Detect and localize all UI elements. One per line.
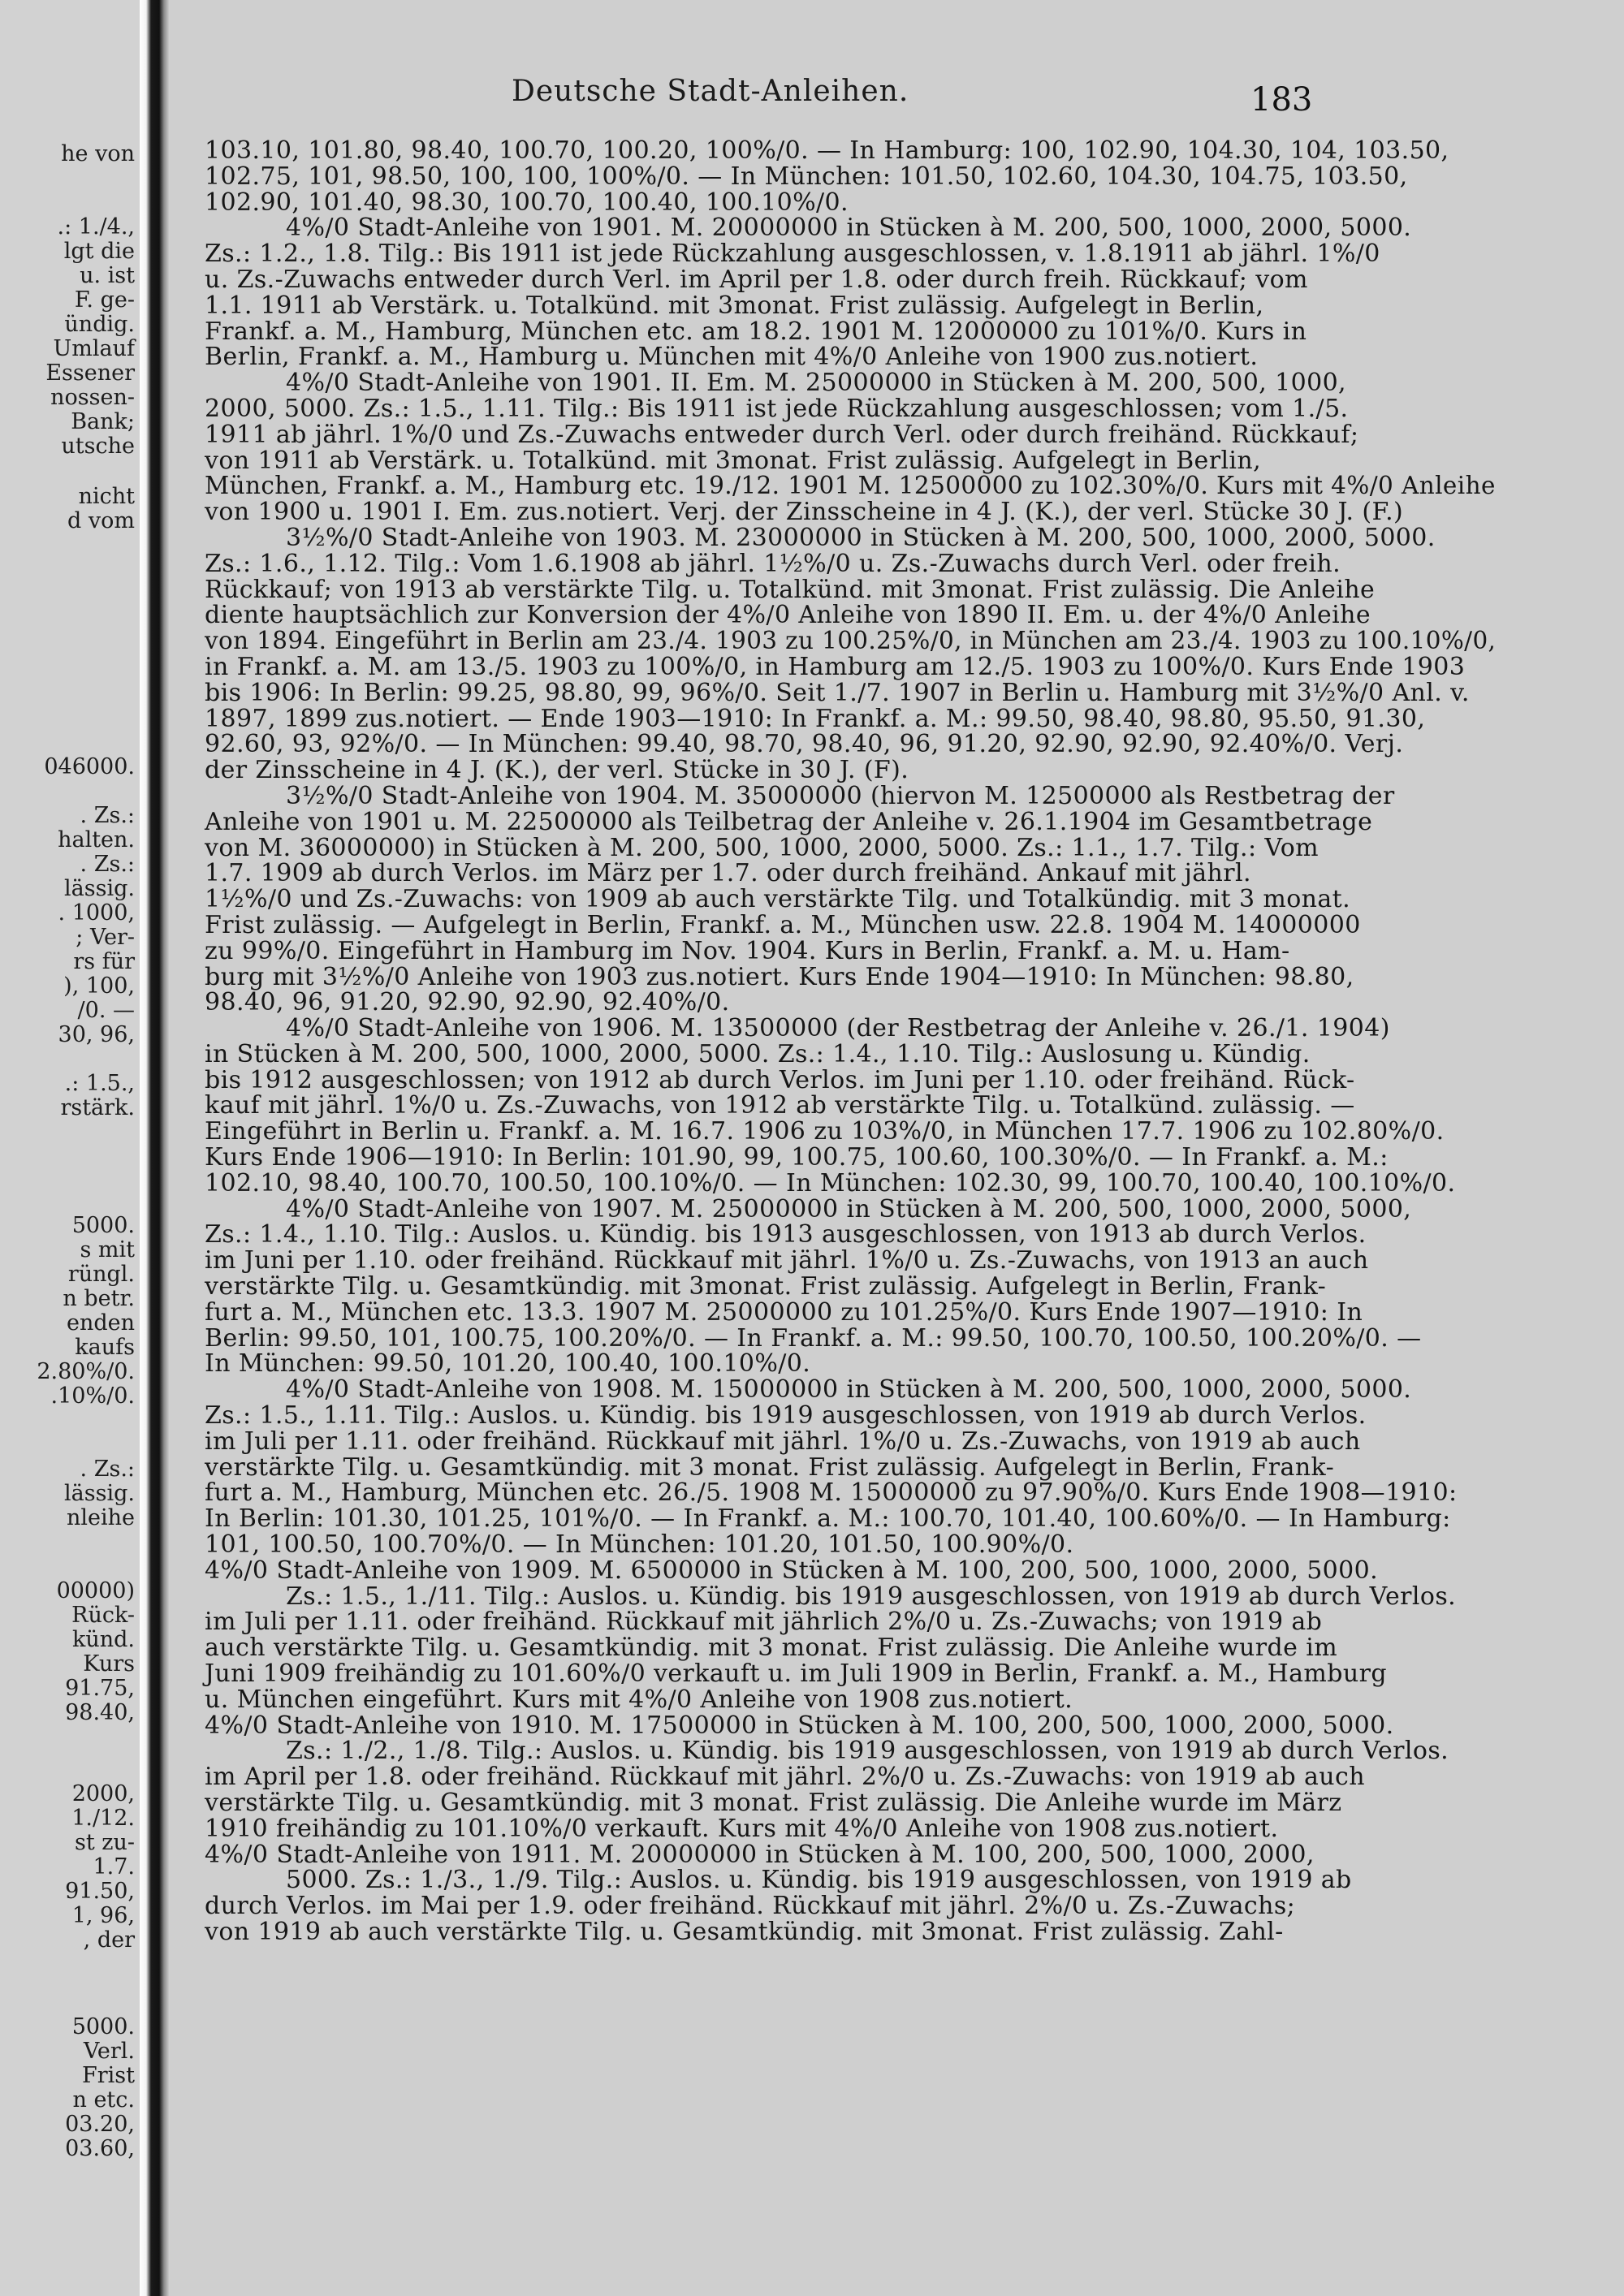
left-page-text-fragment: d vom — [67, 508, 135, 533]
text-line: Frankf. a. M., Hamburg, München etc. am 18.2. 1901 M. 12000000 zu 101%/0. Kurs in — [205, 317, 1307, 346]
left-page-text-fragment: 5000. — [71, 1213, 135, 1238]
text-line: 4%/0 Stadt-Anleihe von 1910. M. 17500000 in Stücken à M. 100, 200, 500, 1000, 2000, 5000. — [205, 1711, 1394, 1740]
left-page-text-fragment: 046000. — [44, 754, 135, 779]
page-number: 183 — [1250, 81, 1313, 119]
text-line: 98.40, 96, 91.20, 92.90, 92.90, 92.40%/0. — [205, 988, 730, 1017]
text-line: Rückkauf; von 1913 ab verstärkte Tilg. u. Totalkünd. mit 3monat. Frist zulässig. Die Anleihe — [205, 575, 1376, 604]
text-line: 4%/0 Stadt-Anleihe von 1911. M. 20000000 in Stücken à M. 100, 200, 500, 1000, 2000, — [205, 1840, 1315, 1869]
text-line: bis 1906: In Berlin: 99.25, 98.80, 99, 96%/0. Seit 1./7. 1907 in Berlin u. Hamburg mit 3½%/0 Anl. v. — [205, 678, 1470, 707]
text-line: In Berlin: 101.30, 101.25, 101%/0. — In Frankf. a. M.: 100.70, 101.40, 100.60%/0. — In Hamburg: — [205, 1504, 1451, 1534]
left-page-text-fragment: Rück- — [71, 1603, 135, 1628]
text-line: von 1911 ab Verstärk. u. Totalkünd. mit 3monat. Frist zulässig. Aufgelegt in Berlin, — [205, 446, 1262, 475]
text-line: 102.75, 101, 98.50, 100, 100, 100%/0. — In München: 101.50, 102.60, 104.30, 104.75, 103.50, — [205, 162, 1408, 191]
left-page-text-fragment: lässig. — [64, 876, 135, 901]
left-page-text-fragment: halten. — [58, 827, 135, 852]
text-line: 1.1. 1911 ab Verstärk. u. Totalkünd. mit 3monat. Frist zulässig. Aufgelegt in Berlin, — [205, 291, 1264, 320]
text-line: München, Frankf. a. M., Hamburg etc. 19./12. 1901 M. 12500000 zu 102.30%/0. Kurs mit 4%/0 Anleihe — [205, 472, 1496, 501]
left-page-text-fragment: ündig. — [64, 312, 135, 337]
text-line: 5000. Zs.: 1./3., 1./9. Tilg.: Auslos. u. Kündig. bis 1919 ausgeschlossen, von 1919 ab — [286, 1866, 1352, 1895]
left-page-text-fragment: 00000) — [56, 1578, 135, 1603]
left-page-text-fragment: lässig. — [64, 1481, 135, 1506]
left-page-text-fragment: rüngl. — [67, 1262, 135, 1287]
left-page-text-fragment: he von — [61, 141, 135, 166]
left-page-text-fragment: .: 1./4., — [57, 214, 135, 240]
left-page-text-fragment: , der — [83, 1927, 135, 1953]
body-text — [205, 138, 1496, 1945]
left-page-text-fragment: s mit — [80, 1237, 135, 1262]
text-line: Berlin, Frankf. a. M., Hamburg u. München mit 4%/0 Anleihe von 1900 zus.notiert. — [205, 343, 1259, 372]
text-line: Zs.: 1.2., 1.8. Tilg.: Bis 1911 ist jede Rückzahlung ausgeschlossen, v. 1.8.1911 ab jährl. 1%/0 — [205, 240, 1380, 269]
left-page-text-fragment: lgt die — [63, 239, 135, 264]
left-page-text-fragment: 1.7. — [93, 1854, 135, 1880]
left-page-text-fragment: F. ge- — [74, 287, 135, 313]
text-line: 1897, 1899 zus.notiert. — Ende 1903—1910: In Frankf. a. M.: 99.50, 98.40, 98.80, 95.50, 91.30, — [205, 704, 1426, 733]
text-line: auch verstärkte Tilg. u. Gesamtkündig. mit 3 monat. Frist zulässig. Die Anleihe wurde im — [205, 1634, 1338, 1663]
text-line: verstärkte Tilg. u. Gesamtkündig. mit 3monat. Frist zulässig. Aufgelegt in Berlin, Frank- — [205, 1272, 1327, 1301]
text-line: Zs.: 1.5., 1./11. Tilg.: Auslos. u. Kündig. bis 1919 ausgeschlossen, von 1919 ab durch Verlos. — [286, 1582, 1457, 1611]
left-page-text-fragment: 2000, — [71, 1781, 135, 1806]
text-line: von 1919 ab auch verstärkte Tilg. u. Gesamtkündig. mit 3monat. Frist zulässig. Zahl- — [205, 1917, 1284, 1946]
left-page-text-fragment: 1./12. — [71, 1806, 135, 1831]
left-page-text-fragment: n etc. — [72, 2087, 135, 2113]
running-header-title: Deutsche Stadt-Anleihen. — [512, 75, 909, 108]
left-page-text-fragment: 1, 96, — [71, 1903, 135, 1928]
text-line: diente hauptsächlich zur Konversion der 4%/0 Anleihe von 1890 II. Em. u. der 4%/0 Anleihe — [205, 601, 1371, 630]
left-page-text-fragment: rstärk. — [60, 1095, 135, 1120]
text-line: 4%/0 Stadt-Anleihe von 1901. II. Em. M. 25000000 in Stücken à M. 200, 500, 1000, — [286, 369, 1346, 398]
book-spine — [140, 0, 169, 2296]
left-page-text-fragment: Verl. — [83, 2039, 135, 2064]
left-page-text-fragment: kaufs — [75, 1335, 135, 1360]
left-page-text-fragment: Bank; — [71, 409, 135, 434]
left-page-text-fragment: künd. — [71, 1627, 135, 1652]
text-line: 92.60, 93, 92%/0. — In München: 99.40, 98.70, 98.40, 96, 91.20, 92.90, 92.90, 92.40%/0. Verj. — [205, 730, 1404, 759]
text-line: in Frankf. a. M. am 13./5. 1903 zu 100%/0, in Hamburg am 12./5. 1903 zu 100%/0. Kurs Ende 1903 — [205, 652, 1466, 681]
text-line: bis 1912 ausgeschlossen; von 1912 ab durch Verlos. im Juni per 1.10. oder freihänd. Rück- — [205, 1065, 1355, 1094]
text-line: im April per 1.8. oder freihänd. Rückkauf mit jährl. 2%/0 u. Zs.-Zuwachs: von 1919 ab auch — [205, 1763, 1365, 1792]
left-page-text-fragment: Umlauf — [53, 336, 135, 361]
text-line: verstärkte Tilg. u. Gesamtkündig. mit 3 monat. Frist zulässig. Aufgelegt in Berlin, Frank- — [205, 1452, 1335, 1482]
left-page-text-fragment: Kurs — [83, 1651, 135, 1677]
left-page-text-fragment: Essener — [45, 360, 135, 386]
left-page-text-fragment: ), 100, — [63, 973, 135, 999]
text-line: burg mit 3½%/0 Anleihe von 1903 zus.notiert. Kurs Ende 1904—1910: In München: 98.80, — [205, 962, 1354, 991]
left-page-text-fragment: rs für — [73, 949, 135, 974]
text-line: Berlin: 99.50, 101, 100.75, 100.20%/0. — In Frankf. a. M.: 99.50, 100.70, 100.50, 100.20%/0. — — [205, 1323, 1422, 1353]
left-page-text-fragment: 98.40, — [65, 1700, 135, 1725]
text-line: 1911 ab jährl. 1%/0 und Zs.-Zuwachs entweder durch Verl. oder durch freihänd. Rückkauf; — [205, 420, 1359, 449]
text-line: 4%/0 Stadt-Anleihe von 1909. M. 6500000 in Stücken à M. 100, 200, 500, 1000, 2000, 5000. — [205, 1556, 1379, 1585]
text-line: 3½%/0 Stadt-Anleihe von 1903. M. 23000000 in Stücken à M. 200, 500, 1000, 2000, 5000. — [286, 523, 1436, 552]
text-line: Kurs Ende 1906—1910: In Berlin: 101.90, 99, 100.75, 100.60, 100.30%/0. — In Frankf. a. M.: — [205, 1143, 1389, 1172]
text-line: In München: 99.50, 101.20, 100.40, 100.10%/0. — [205, 1349, 811, 1379]
left-page-text-fragment: 30, 96, — [58, 1022, 135, 1047]
text-line: furt a. M., Hamburg, München etc. 26./5. 1908 M. 15000000 zu 97.90%/0. Kurs Ende 1908—1910: — [205, 1478, 1458, 1508]
left-page-text-fragment: .10%/0. — [50, 1383, 135, 1409]
left-page-text-fragment: nicht — [78, 484, 135, 509]
text-line: 102.90, 101.40, 98.30, 100.70, 100.40, 100.10%/0. — [205, 188, 849, 217]
left-page-text-fragment: ; Ver- — [76, 925, 135, 950]
text-line: 103.10, 101.80, 98.40, 100.70, 100.20, 100%/0. — In Hamburg: 100, 102.90, 104.30, 104, 103.50, — [205, 136, 1449, 165]
text-line: von 1894. Eingeführt in Berlin am 23./4. 1903 zu 100.25%/0, in München am 23./4. 1903 zu 100.10%/0, — [205, 627, 1497, 656]
text-line: 4%/0 Stadt-Anleihe von 1901. M. 20000000 in Stücken à M. 200, 500, 1000, 2000, 5000. — [286, 214, 1412, 243]
text-line: Zs.: 1.6., 1.12. Tilg.: Vom 1.6.1908 ab jährl. 1½%/0 u. Zs.-Zuwachs durch Verl. oder freih. — [205, 549, 1341, 578]
left-page-text-fragment: nossen- — [50, 385, 135, 410]
text-line: u. München eingeführt. Kurs mit 4%/0 Anleihe von 1908 zus.notiert. — [205, 1685, 1073, 1714]
left-page-text-fragment: 2.80%/0. — [37, 1359, 135, 1384]
left-page-text-fragment: u. ist — [80, 263, 135, 288]
text-line: Frist zulässig. — Aufgelegt in Berlin, Frankf. a. M., München usw. 22.8. 1904 M. 14000000 — [205, 910, 1361, 939]
left-page-text-fragment: nleihe — [66, 1505, 135, 1530]
left-page-text-fragment: .: 1.5., — [64, 1071, 135, 1096]
text-line: Zs.: 1.4., 1.10. Tilg.: Auslos. u. Kündig. bis 1913 ausgeschlossen, von 1913 ab durch Verlos. — [205, 1220, 1367, 1249]
text-line: 102.10, 98.40, 100.70, 100.50, 100.10%/0. — In München: 102.30, 99, 100.70, 100.40, 100.10%/0. — [205, 1168, 1456, 1198]
left-page-text-fragment: 03.60, — [65, 2136, 135, 2161]
left-page-text-fragment: . 1000, — [58, 900, 135, 926]
left-page-text-fragment: n betr. — [63, 1286, 135, 1311]
text-line: furt a. M., München etc. 13.3. 1907 M. 25000000 zu 101.25%/0. Kurs Ende 1907—1910: In — [205, 1297, 1363, 1327]
text-line: in Stücken à M. 200, 500, 1000, 2000, 5000. Zs.: 1.4., 1.10. Tilg.: Auslosung u. Kündig. — [205, 1039, 1311, 1068]
text-line: Juni 1909 freihändig zu 101.60%/0 verkauft u. im Juli 1909 in Berlin, Frankf. a. M., Hamburg — [205, 1659, 1387, 1689]
text-line: von 1900 u. 1901 I. Em. zus.notiert. Verj. der Zinsscheine in 4 J. (K.), der verl. Stücke 30 J. (F.) — [205, 498, 1404, 527]
left-page-text-fragment: 03.20, — [65, 2112, 135, 2137]
left-page-text-fragment: 91.50, — [65, 1879, 135, 1904]
left-page-text-fragment: . Zs.: — [80, 852, 135, 877]
left-page-text-fragment: enden — [66, 1310, 135, 1336]
text-line: u. Zs.-Zuwachs entweder durch Verl. im April per 1.8. oder durch freih. Rückkauf; vom — [205, 265, 1308, 294]
left-page-text-fragment: . Zs.: — [80, 803, 135, 828]
text-line: im Juli per 1.11. oder freihänd. Rückkauf mit jährlich 2%/0 u. Zs.-Zuwachs; von 1919 ab — [205, 1608, 1323, 1637]
left-page-text-fragment: 5000. — [71, 2014, 135, 2039]
text-line: 1.7. 1909 ab durch Verlos. im März per 1.7. oder durch freihänd. Ankauf mit jährl. — [205, 859, 1251, 888]
text-line: Anleihe von 1901 u. M. 22500000 als Teilbetrag der Anleihe v. 26.1.1904 im Gesamtbetrage — [205, 807, 1373, 836]
text-line: 1½%/0 und Zs.-Zuwachs: von 1909 ab auch verstärkte Tilg. und Totalkündig. mit 3 monat. — [205, 885, 1351, 914]
text-line: 3½%/0 Stadt-Anleihe von 1904. M. 35000000 (hiervon M. 12500000 als Restbetrag der — [286, 781, 1395, 810]
text-line: im Juli per 1.11. oder freihänd. Rückkauf mit jährl. 1%/0 u. Zs.-Zuwachs, von 1919 ab auch — [205, 1426, 1361, 1456]
text-line: 4%/0 Stadt-Anleihe von 1908. M. 15000000 in Stücken à M. 200, 500, 1000, 2000, 5000. — [286, 1375, 1412, 1405]
text-line: im Juni per 1.10. oder freihänd. Rückkauf mit jährl. 1%/0 u. Zs.-Zuwachs, von 1913 an auch — [205, 1246, 1369, 1275]
text-line: Eingeführt in Berlin u. Frankf. a. M. 16.7. 1906 zu 103%/0, in München 17.7. 1906 zu 102.80%/0. — [205, 1117, 1445, 1146]
text-line: von M. 36000000) in Stücken à M. 200, 500, 1000, 2000, 5000. Zs.: 1.1., 1.7. Tilg.: Vom — [205, 833, 1320, 862]
left-page-text-fragment: 91.75, — [65, 1676, 135, 1701]
text-line: 4%/0 Stadt-Anleihe von 1907. M. 25000000 in Stücken à M. 200, 500, 1000, 2000, 5000, — [286, 1194, 1412, 1224]
left-page-text-fragment: st zu- — [74, 1830, 135, 1855]
left-page-text-fragment: Frist — [82, 2063, 135, 2088]
text-line: der Zinsscheine in 4 J. (K.), der verl. Stücke in 30 J. (F). — [205, 756, 909, 785]
text-line: 4%/0 Stadt-Anleihe von 1906. M. 13500000 (der Restbetrag der Anleihe v. 26./1. 1904) — [286, 1014, 1390, 1043]
text-line: Zs.: 1.5., 1.11. Tilg.: Auslos. u. Kündig. bis 1919 ausgeschlossen, von 1919 ab durch Verlos. — [205, 1401, 1367, 1431]
text-line: 2000, 5000. Zs.: 1.5., 1.11. Tilg.: Bis 1911 ist jede Rückzahlung ausgeschlossen; vom 1./5. — [205, 394, 1349, 423]
text-line: zu 99%/0. Eingeführt in Hamburg im Nov. 1904. Kurs in Berlin, Frankf. a. M. u. Ham- — [205, 936, 1290, 965]
text-line: durch Verlos. im Mai per 1.9. oder freihänd. Rückkauf mit jährl. 2%/0 u. Zs.-Zuwachs; — [205, 1892, 1296, 1921]
left-page-text-fragment: . Zs.: — [80, 1457, 135, 1482]
text-line: Zs.: 1./2., 1./8. Tilg.: Auslos. u. Kündig. bis 1919 ausgeschlossen, von 1919 ab durch Verlos. — [286, 1737, 1449, 1766]
left-page-fragment — [0, 0, 140, 2296]
text-line: kauf mit jährl. 1%/0 u. Zs.-Zuwachs, von 1912 ab verstärkte Tilg. u. Totalkünd. zulässig. — — [205, 1091, 1355, 1120]
text-line: verstärkte Tilg. u. Gesamtkündig. mit 3 monat. Frist zulässig. Die Anleihe wurde im März — [205, 1789, 1342, 1817]
left-page-text-fragment: /0. — — [77, 998, 135, 1023]
text-line: 101, 100.50, 100.70%/0. — In München: 101.20, 101.50, 100.90%/0. — [205, 1530, 1074, 1560]
text-line: 1910 freihändig zu 101.10%/0 verkauft. Kurs mit 4%/0 Anleihe von 1908 zus.notiert. — [205, 1814, 1279, 1843]
left-page-text-fragment: utsche — [61, 434, 135, 459]
